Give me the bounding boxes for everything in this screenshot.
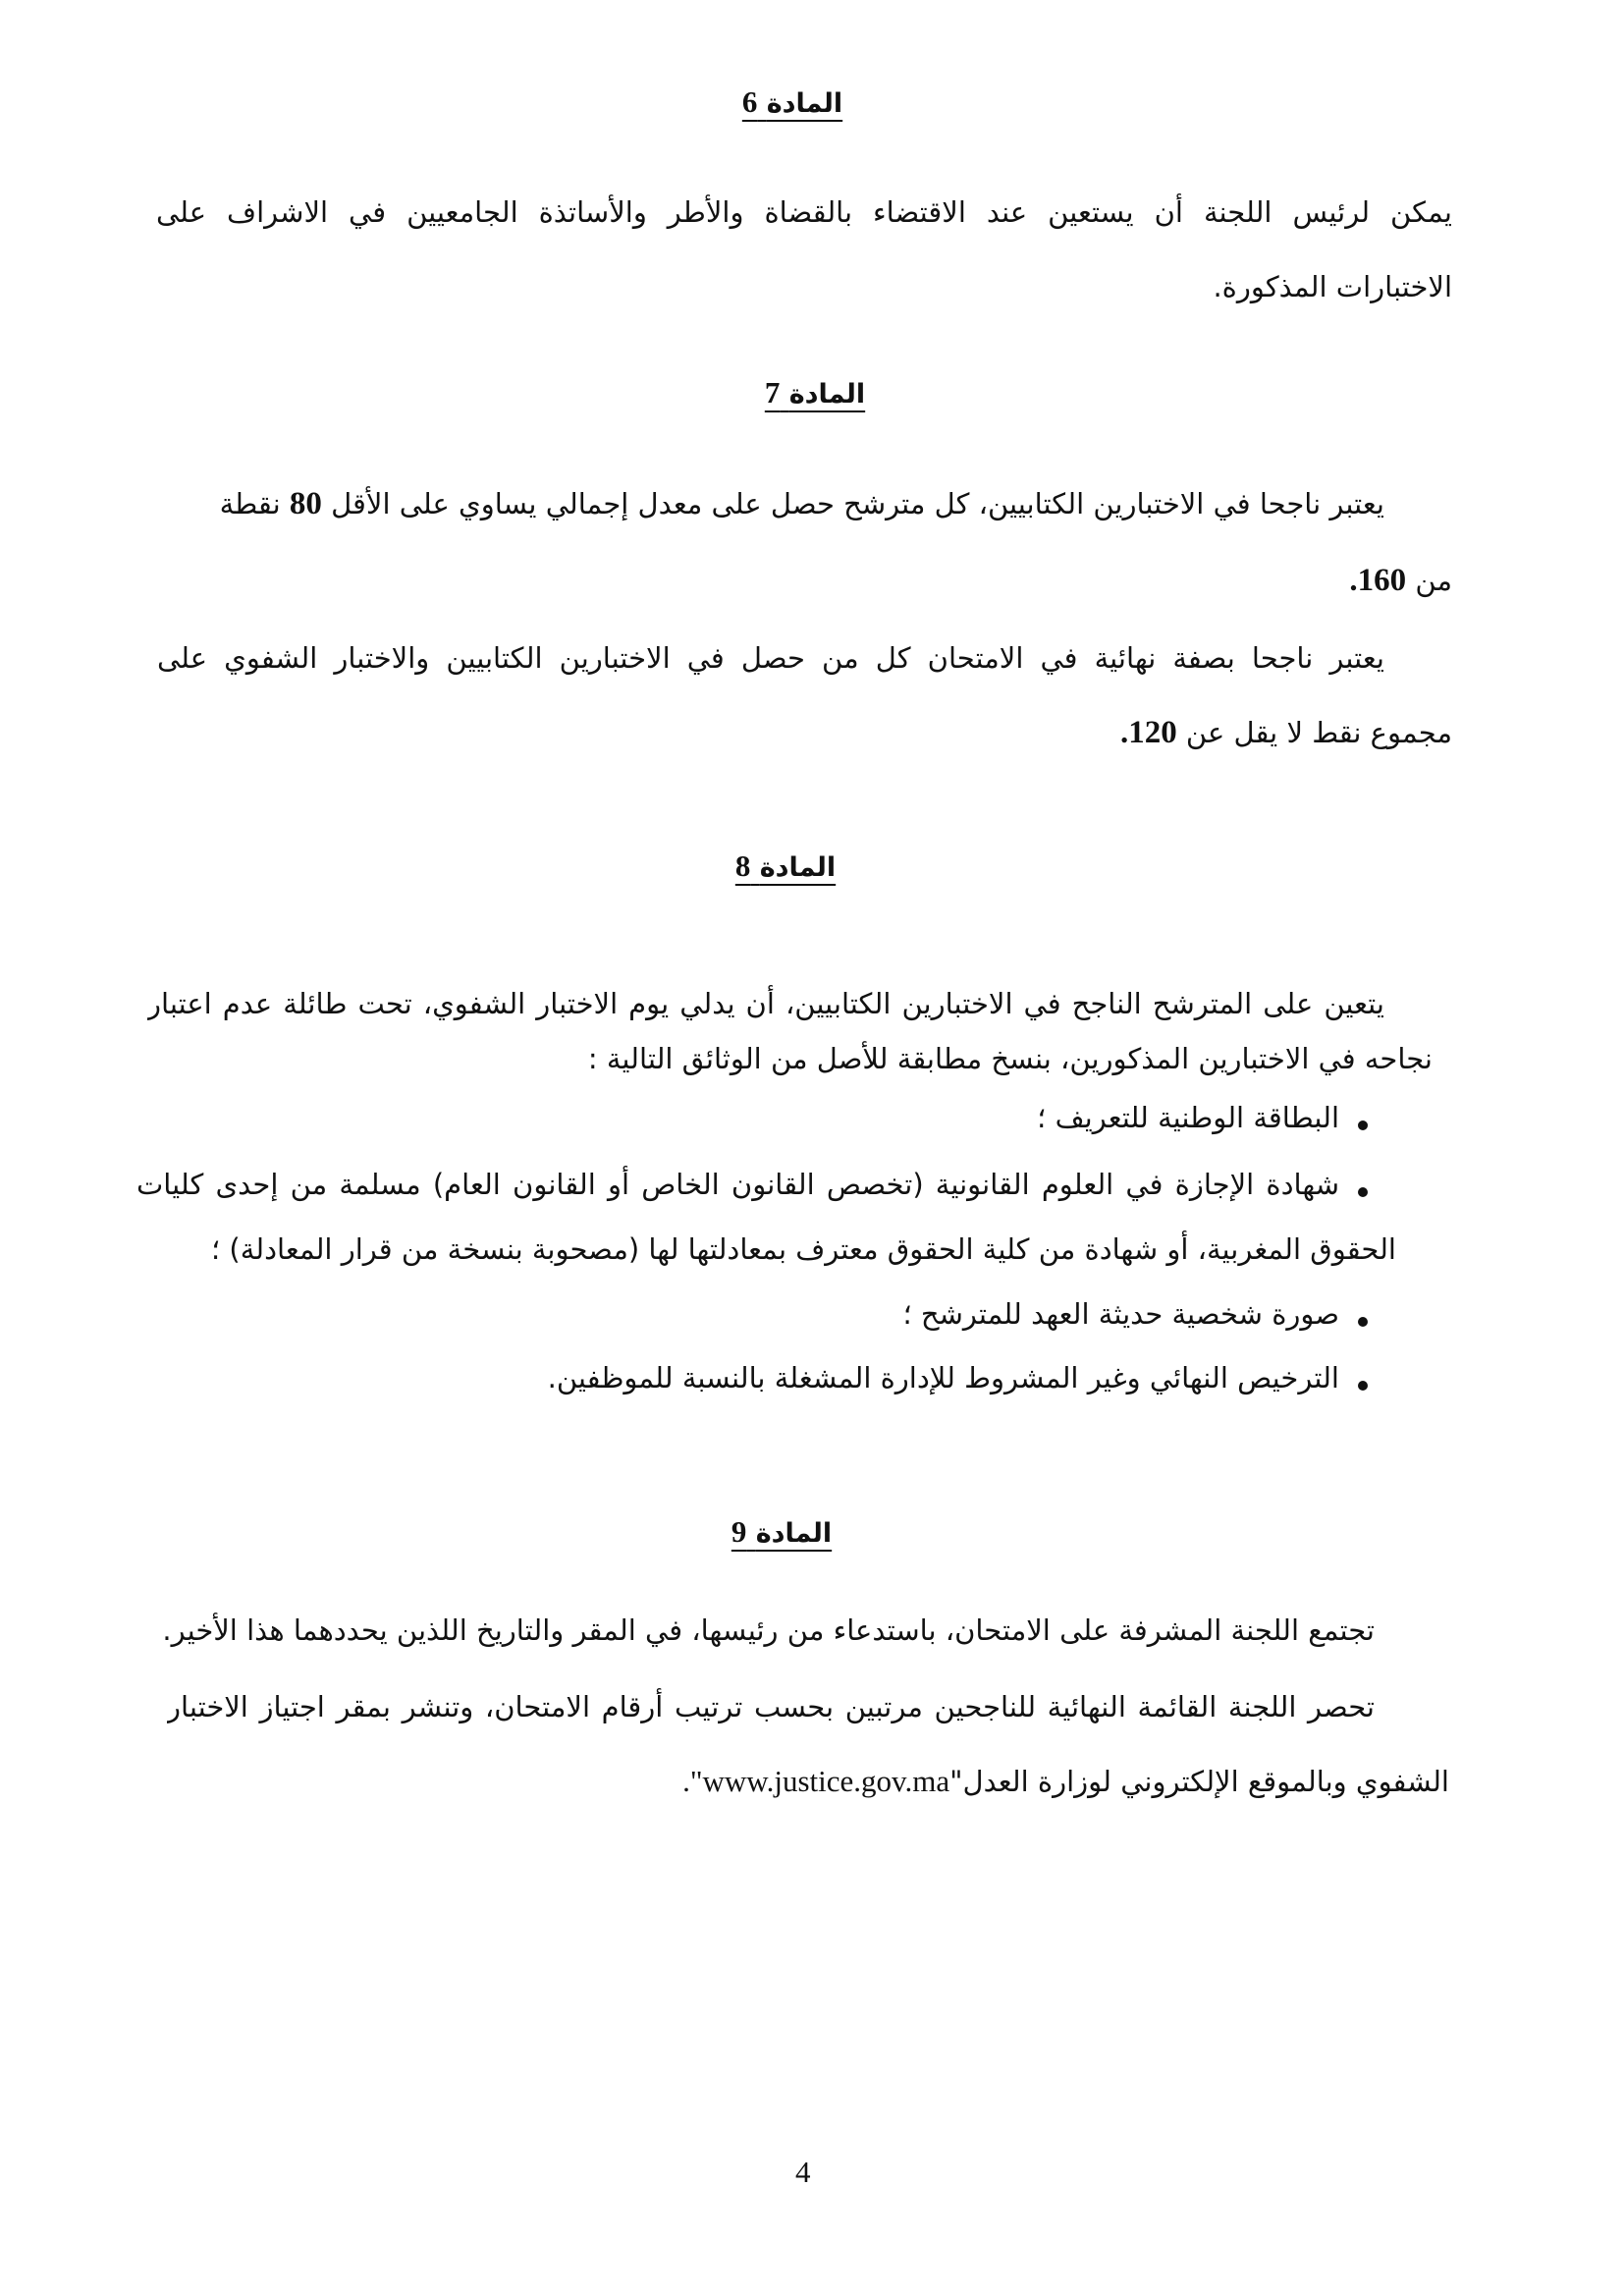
text-segment: . — [1119, 715, 1129, 750]
article-number: 6 — [741, 84, 758, 119]
article-8-bullet-1: البطاقة الوطنية للتعريف ؛ — [1037, 1101, 1339, 1134]
article-9-line-1: تجتمع اللجنة المشرفة على الامتحان، باستدعاء من رئيسها، في المقر والتاريخ اللذين يحددهما هذا الأخير. — [162, 1613, 1375, 1647]
bold-number: 80 — [289, 486, 322, 521]
article-7-p2-line-1: يعتبر ناجحا بصفة نهائية في الامتحان كل من حصل في الاختبارين الكتابيين والاختبار الشفوي على — [157, 641, 1384, 675]
article-7-p1-line-1 — [220, 484, 1384, 523]
article-number: 9 — [731, 1514, 747, 1549]
article-8-bullet-2-continuation: الحقوق المغربية، أو شهادة من كلية الحقوق معترف بمعادلتها لها (مصحوبة بنسخة من قرار المعادلة) ؛ — [210, 1232, 1396, 1266]
text-segment: من — [1415, 564, 1452, 597]
bullet-dot — [1358, 1121, 1368, 1130]
article-heading-label: المادة — [755, 1518, 833, 1549]
article-heading-label: المادة — [759, 852, 837, 883]
bullet-dot — [1358, 1187, 1368, 1197]
text-segment: ". — [682, 1764, 703, 1798]
bullet-dot — [1358, 1317, 1368, 1327]
article-7-p2-line-2 — [1120, 713, 1452, 752]
bullet-dot — [1358, 1381, 1368, 1391]
article-number: 8 — [734, 848, 751, 883]
article-6-line-2: الاختبارات المذكورة. — [1213, 270, 1452, 303]
article-heading-label: المادة — [766, 88, 843, 119]
article-8-bullet-3: صورة شخصية حديثة العهد للمترشح ؛ — [902, 1297, 1339, 1331]
bold-number: 160 — [1357, 563, 1407, 598]
article-8-bullet-2: شهادة الإجازة في العلوم القانونية (تخصص القانون الخاص أو القانون العام) مسلمة من إحدى كليات — [136, 1168, 1339, 1201]
article-7-heading — [765, 375, 865, 410]
article-6-heading — [742, 84, 842, 120]
article-8-bullet-4: الترخيص النهائي وغير المشروط للإدارة المشغلة بالنسبة للموظفين. — [547, 1361, 1339, 1394]
article-6-line-1: يمكن لرئيس اللجنة أن يستعين عند الاقتضاء بالقضاة والأطر والأساتذة الجامعيين في الاشراف على — [156, 195, 1452, 229]
website-url: www.justice.gov.ma — [702, 1764, 950, 1798]
bold-number: 120 — [1128, 715, 1177, 750]
text-segment: الشفوي وبالموقع الإلكتروني لوزارة العدل" — [949, 1765, 1449, 1798]
page-number: 4 — [795, 2155, 811, 2189]
article-8-intro-line-1: يتعين على المترشح الناجح في الاختبارين الكتابيين، أن يدلي يوم الاختبار الشفوي، تحت طائلة عدم اعتبار — [147, 987, 1384, 1020]
article-7-p1-line-2 — [1349, 561, 1452, 600]
article-9-heading — [731, 1514, 832, 1550]
article-8-heading — [735, 848, 836, 884]
text-segment: مجموع نقط لا يقل عن — [1185, 716, 1452, 749]
article-8-intro-line-2: نجاحه في الاختبارين المذكورين، بنسخ مطابقة للأصل من الوثائق التالية : — [587, 1042, 1433, 1075]
article-9-line-3 — [682, 1762, 1449, 1801]
article-heading-label: المادة — [788, 379, 866, 410]
text-segment: نقطة — [219, 487, 281, 520]
text-segment: يعتبر ناجحا في الاختبارين الكتابيين، كل مترشح حصل على معدل إجمالي يساوي على الأقل — [331, 487, 1384, 520]
article-9-line-2: تحصر اللجنة القائمة النهائية للناجحين مرتبين بحسب ترتيب أرقام الامتحان، وتنشر بمقر اجتياز الاختبار — [167, 1690, 1375, 1723]
article-number: 7 — [764, 375, 781, 410]
text-segment: . — [1349, 563, 1358, 598]
